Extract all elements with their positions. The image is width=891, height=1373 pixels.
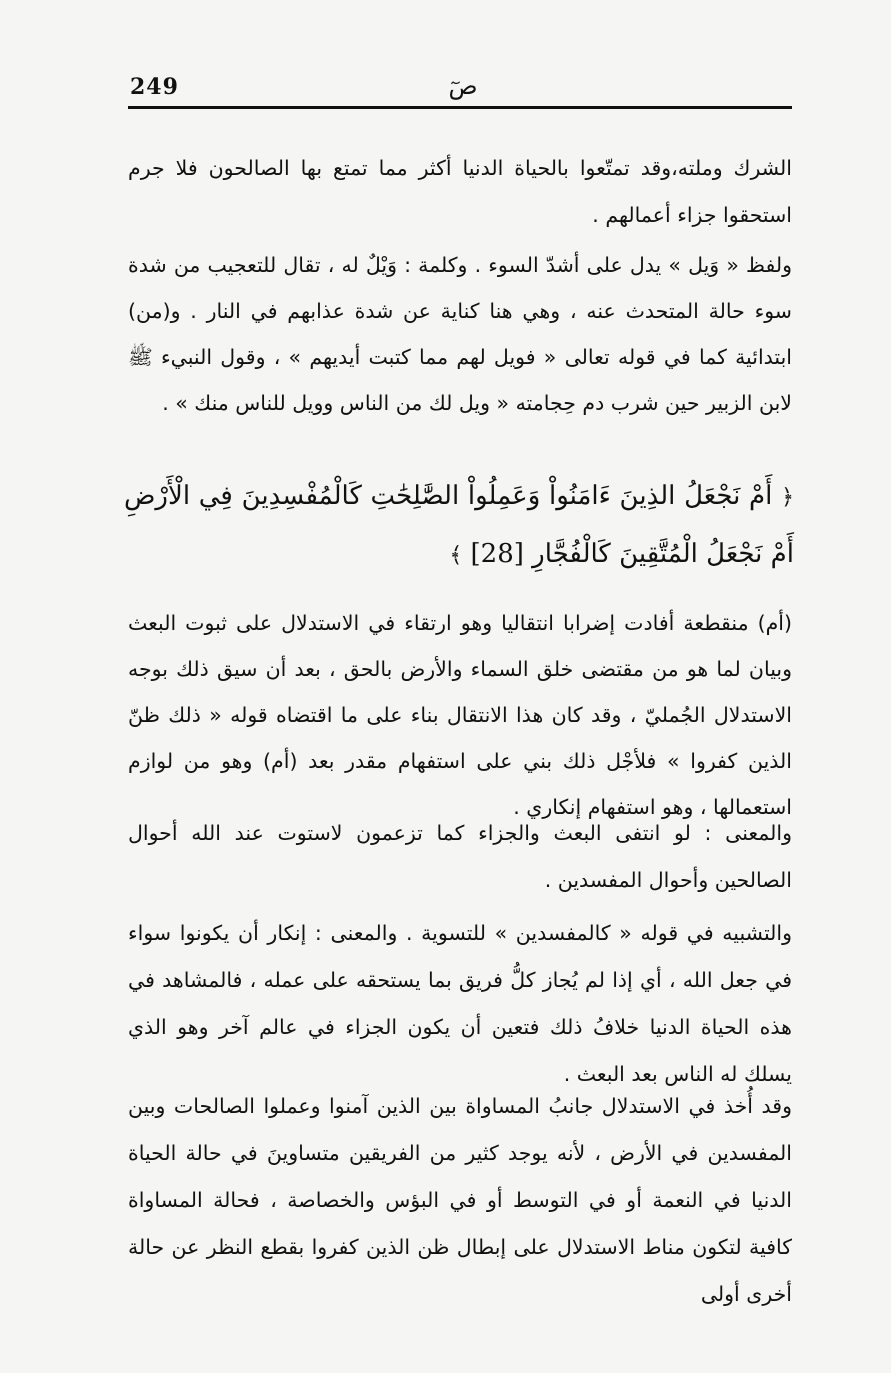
surah-name: صٓ: [448, 72, 478, 100]
paragraph-3: (أم) منقطعة أفادت إضرابا انتقاليا وهو ارتقاء في الاستدلال على ثبوت البعث وبيان لما هو من مقتضى خلق السماء والأرض بالحق ، بعد أن سيق ذلك بوجه الاستدلال الجُمليّ ، وقد كان هذا الانتقال بناء على ما اقتضاه قوله « ذلك ظنّ الذين كفروا » فلأجْل ذلك بني على استفهام مقدر بعد (أم) وهو من لوازم استعمالها ، وهو استفهام إنكاري .: [128, 611, 792, 819]
paragraph-6: وقد أُخذ في الاستدلال جانبُ المساواة بين الذين آمنوا وعملوا الصالحات وبين المفسدين في الأرض ، لأنه يوجد كثير من الفريقين متساوينَ في حالة الحياة الدنيا في النعمة أو في التوسط أو في البؤس والخصاصة ، فحالة المساواة كافية لتكون مناط الاستدلال على إبطال ظن الذين كفروا بقطع النظر عن حالة أخرى أولى: [128, 1094, 792, 1306]
page-number: 249: [130, 74, 179, 100]
paragraph-1: الشرك وملته،وقد تمتّعوا بالحياة الدنيا أكثر مما تمتع بها الصالحون فلا جرم استحقوا جزاء أعمالهم .: [128, 156, 792, 227]
verse-number: [28]: [470, 539, 524, 569]
paragraph-5: والتشبيه في قوله « كالمفسدين » للتسوية . والمعنى : إنكار أن يكونوا سواء في جعل الله ، أي إذا لم يُجاز كلُّ فريق بما يستحقه على عمله ، فالمشاهد في هذه الحياة الدنيا خلافُ ذلك فتعين أن يكون الجزاء في عالم آخر وهو الذي يسلك له الناس بعد البعث .: [128, 921, 792, 1086]
verse-open-bracket: ﴿: [781, 485, 794, 510]
verse-close-bracket: ﴾: [449, 543, 463, 568]
verse-text: أَمْ نَجْعَلُ الذِينَ ءَامَنُواْ وَعَمِلُواْ الصَّٰلِحَٰتِ كَالْمُفْسِدِينَ فِي الْأَرْضِ أَمْ نَجْعَلُ الْمُتَّقِينَ كَالْفُجَّارِ: [124, 481, 794, 569]
paragraph-4: والمعنى : لو انتفى البعث والجزاء كما تزعمون لاستوت عند الله أحوال الصالحين وأحوال المفسدين .: [128, 821, 792, 892]
header-divider: [128, 106, 792, 109]
paragraph-2: ولفظ « وَيل » يدل على أشدّ السوء . وكلمة : وَيْلٌ له ، تقال للتعجيب من شدة سوء حالة المتحدث عنه ، وهي هنا كناية عن شدة عذابهم في النار . و(من) ابتدائية كما في قوله تعالى « فويل لهم مما كتبت أيديهم » ، وقول النبيء ﷺ لابن الزبير حين شرب دم حِجامته « ويل لك من الناس وويل للناس منك » .: [128, 253, 792, 415]
quran-verse: [124, 468, 794, 584]
page-header: [128, 72, 792, 104]
